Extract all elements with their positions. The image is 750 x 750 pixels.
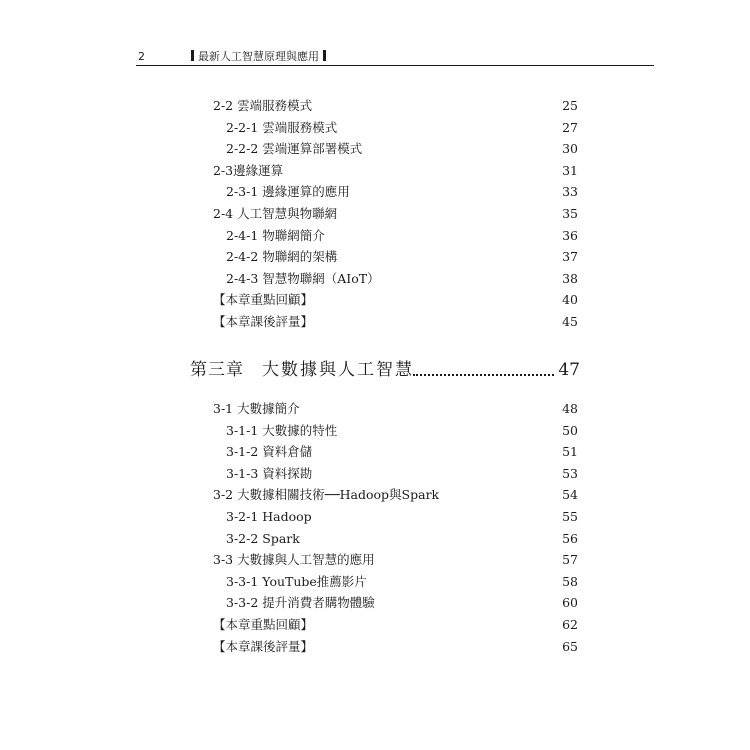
header-rule <box>136 65 654 66</box>
toc-entry-page: 33 <box>562 184 578 200</box>
toc-entry-page: 48 <box>562 401 578 416</box>
page-number: 2 <box>138 50 145 63</box>
toc-entry-label: 2-4-1 物聯網簡介 <box>226 227 325 243</box>
toc-entry <box>0 160 750 182</box>
toc-entry <box>0 549 750 571</box>
chapter-page-number: 47 <box>558 360 580 380</box>
toc-entry-label: 【本章重點回顧】 <box>213 292 314 308</box>
toc-entry-label: 3-2-1 Hadoop <box>226 508 312 524</box>
toc-entry-page: 38 <box>562 270 578 286</box>
toc-entry <box>0 268 750 290</box>
toc-entry-page: 40 <box>562 292 578 308</box>
toc-entry-page: 50 <box>562 422 578 438</box>
dot-leader <box>413 374 554 376</box>
toc-entry <box>0 311 750 333</box>
toc-entry-page: 37 <box>562 249 578 265</box>
toc-entry-page: 58 <box>562 573 578 589</box>
toc-entry-label: 2-2-2 雲端運算部署模式 <box>226 141 363 157</box>
toc-entry-label: 3-2 大數據相關技術──Hadoop與Spark <box>213 487 440 503</box>
toc-entry-label: 【本章重點回顧】 <box>213 616 314 632</box>
toc-section-chapter-2 <box>0 95 750 333</box>
chapter-title: 大數據與人工智慧 <box>262 360 414 380</box>
toc-entry-page: 25 <box>562 98 578 113</box>
toc-entry <box>0 506 750 528</box>
chapter-heading <box>0 356 750 384</box>
toc-entry-page: 55 <box>562 508 578 524</box>
toc-entry <box>0 117 750 139</box>
toc-entry-page: 60 <box>562 595 578 611</box>
toc-entry <box>0 138 750 160</box>
toc-entry-label: 3-1 大數據簡介 <box>213 401 300 416</box>
toc-entry <box>0 225 750 247</box>
toc-entry <box>0 528 750 550</box>
left-bar-ornament <box>191 50 194 61</box>
toc-entry-page: 45 <box>562 313 578 329</box>
toc-entry-page: 35 <box>562 205 578 221</box>
toc-entry-label: 3-1-2 資料倉儲 <box>226 444 313 460</box>
toc-entry <box>0 203 750 225</box>
toc-entry-page: 54 <box>562 487 578 503</box>
toc-entry-label: 2-3-1 邊緣運算的應用 <box>226 184 350 200</box>
toc-entry <box>0 441 750 463</box>
toc-entry-page: 57 <box>562 552 578 568</box>
toc-entry-label: 【本章課後評量】 <box>213 313 314 329</box>
toc-entry-label: 2-4 人工智慧與物聯網 <box>213 205 338 221</box>
toc-entry-page: 65 <box>562 638 578 654</box>
toc-entry-label: 3-3-1 YouTube推薦影片 <box>226 573 367 589</box>
toc-entry-label: 2-4-2 物聯網的架構 <box>226 249 338 265</box>
toc-entry <box>0 592 750 614</box>
toc-entry <box>0 95 750 117</box>
toc-entry-page: 53 <box>562 465 578 481</box>
toc-entry-label: 3-3-2 提升消費者購物體驗 <box>226 595 375 611</box>
toc-entry <box>0 181 750 203</box>
toc-entry-label: 3-1-3 資料探勘 <box>226 465 313 481</box>
toc-entry-label: 2-3邊緣運算 <box>213 162 284 178</box>
toc-entry <box>0 636 750 658</box>
toc-entry-page: 27 <box>562 119 578 135</box>
toc-entry-label: 【本章課後評量】 <box>213 638 314 654</box>
toc-entry-page: 62 <box>562 616 578 632</box>
toc-entry-label: 3-2-2 Spark <box>226 530 300 546</box>
toc-entry <box>0 246 750 268</box>
chapter-number: 第三章 <box>190 360 244 380</box>
toc-entry <box>0 398 750 420</box>
right-bar-ornament <box>323 50 326 61</box>
toc-entry <box>0 484 750 506</box>
toc-entry <box>0 289 750 311</box>
toc-entry-page: 30 <box>562 141 578 157</box>
toc-entry-label: 2-2-1 雲端服務模式 <box>226 119 338 135</box>
toc-entry-label: 2-4-3 智慧物聯網（AIoT） <box>226 270 380 286</box>
toc-entry <box>0 571 750 593</box>
toc-entry-label: 2-2 雲端服務模式 <box>213 98 313 113</box>
running-title <box>187 50 330 64</box>
toc-entry <box>0 463 750 485</box>
toc-entry <box>0 614 750 636</box>
toc-entry-label: 3-1-1 大數據的特性 <box>226 422 338 438</box>
toc-section-chapter-3 <box>0 398 750 657</box>
toc-entry-page: 31 <box>562 162 578 178</box>
toc-entry <box>0 420 750 442</box>
toc-entry-page: 51 <box>562 444 578 460</box>
toc-entry-page: 56 <box>562 530 578 546</box>
running-title-text: 最新人工智慧原理與應用 <box>198 50 319 63</box>
page-header <box>136 50 654 66</box>
toc-entry-page: 36 <box>562 227 578 243</box>
toc-entry-label: 3-3 大數據與人工智慧的應用 <box>213 552 375 568</box>
